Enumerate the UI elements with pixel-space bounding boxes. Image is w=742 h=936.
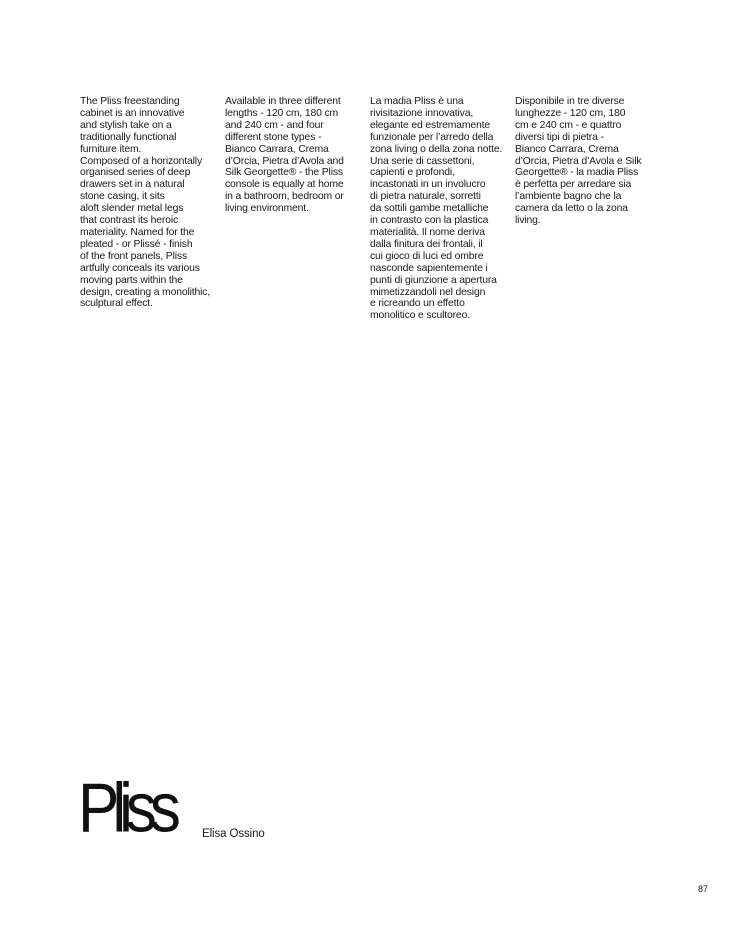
product-title-block — [78, 770, 378, 848]
page-number: 87 — [697, 884, 708, 894]
column-text: La madia Pliss è una rivisitazione innovativa, elegante ed estremamente funzionale per l’arredo della zona living o della zona notte. Una serie di cassettoni, capienti e profondi, incastonati in un involucro di pietra naturale, sorretti da sottili gambe metalliche in contrasto con la plastica materialità. Il nome deriva dalla finitura dei frontali, il cui gioco di luci ed ombre nasconde sapientemente i punti di giunzione a apertura mimetizzandoli nel design e ricreando un effetto monolitico e scultoreo. — [370, 96, 503, 322]
designer-name: Elisa Ossino — [202, 828, 265, 840]
column-text: Available in three different lengths - 120 cm, 180 cm and 240 cm - and four different stone types - Bianco Carrara, Crema d’Orcia, Pietra d’Avola and Silk Georgette® - the Pliss console is equally at home in a bathroom, bedroom or living environment. — [225, 96, 344, 215]
column-text: The Pliss freestanding cabinet is an innovative and stylish take on a traditionally functional furniture item. Composed of a horizontally organised series of deep drawers set in a natural stone casing, it sits aloft slender metal legs that contrast its heroic materiality. Named for the pleated - or Plissé - finish of the front panels, Pliss artfully conceals its various moving parts within the design, creating a monolithic, sculptural effect. — [80, 96, 211, 310]
column-text: Disponibile in tre diverse lunghezze - 120 cm, 180 cm e 240 cm - e quattro diversi tipi di pietra - Bianco Carrara, Crema d’Orcia, Pietra d’Avola e Silk Georgette® - la madia Pliss è perfetta per arredare sia l’ambiente bagno che la camera da letto o la zona living. — [515, 96, 642, 227]
product-name: Pliss — [78, 770, 174, 848]
column-english-description — [80, 96, 218, 310]
column-italian-availability — [515, 96, 653, 227]
column-italian-description — [370, 96, 508, 322]
column-english-availability — [225, 96, 363, 215]
